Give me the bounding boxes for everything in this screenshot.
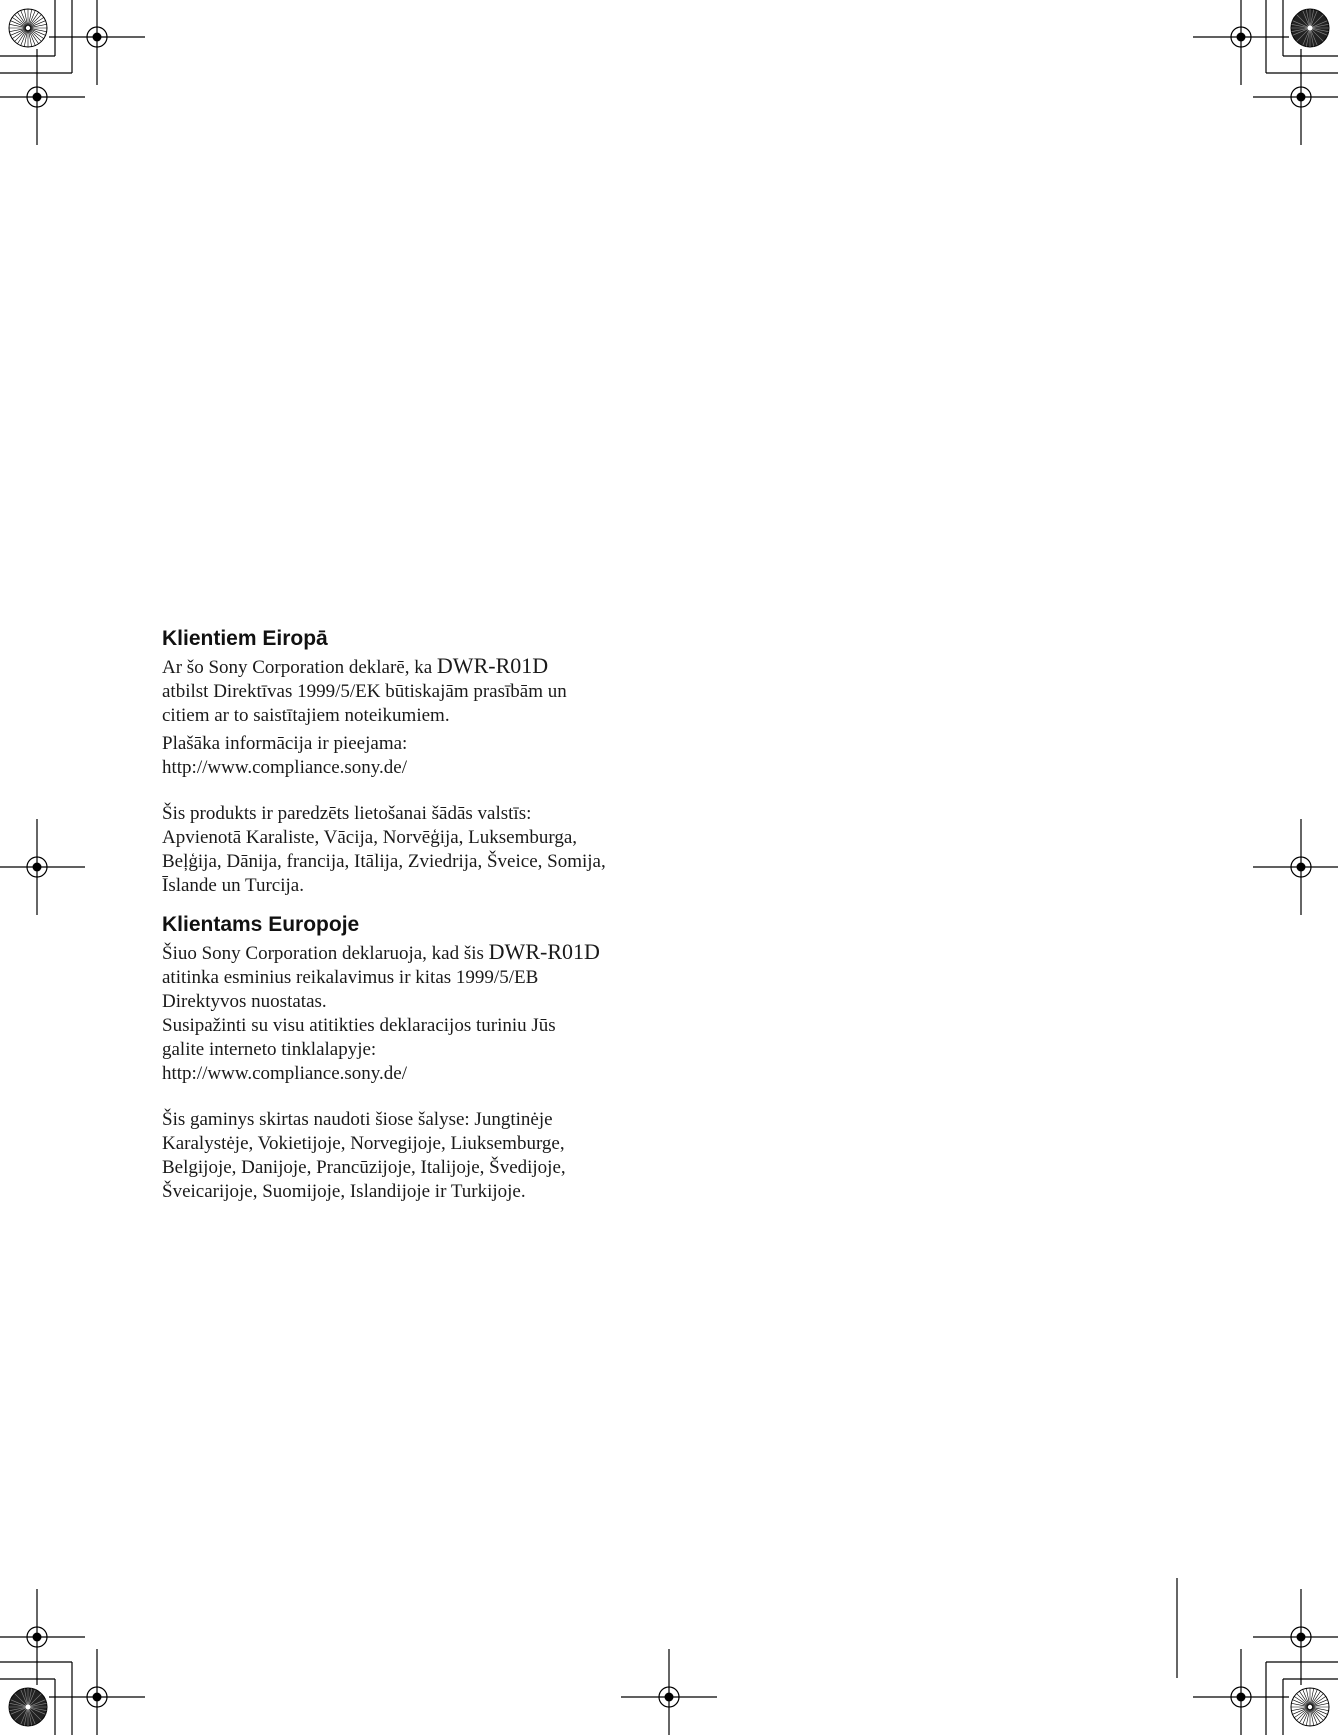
text-line: Direktyvos nuostatas.: [162, 991, 327, 1012]
text-line: Karalystėje, Vokietijoje, Norvegijoje, Liuksemburge,: [162, 1133, 565, 1154]
model-number: DWR-R01D: [488, 939, 600, 964]
section-title: Klientams Europoje: [162, 913, 360, 936]
text-line: Beļģija, Dānija, francija, Itālija, Zviedrija, Šveice, Somija,: [162, 851, 606, 872]
text-line: Īslande un Turcija.: [162, 875, 304, 896]
text-line: Šis gaminys skirtas naudoti šiose šalyse: Jungtinėje: [162, 1109, 553, 1130]
text-line: Apvienotā Karaliste, Vācija, Norvēģija, Luksemburga,: [162, 827, 578, 848]
countries-paragraph: [162, 802, 682, 898]
section-latvian: [162, 626, 682, 898]
crop-mark-bottom-left: [0, 1589, 145, 1735]
crop-mark-bottom-right: [1193, 1589, 1338, 1735]
registration-mark-right-middle: [1253, 819, 1338, 915]
crop-mark-top-right: [1193, 0, 1338, 145]
section-lithuanian: [162, 912, 682, 1204]
text-line: Ar šo Sony Corporation deklarē, ka DWR-R01D: [162, 653, 549, 678]
model-number: DWR-R01D: [436, 653, 549, 678]
text-line: Belgijoje, Danijoje, Prancūzijoje, Italijoje, Švedijoje,: [162, 1157, 566, 1178]
text-line: Šveicarijoje, Suomijoje, Islandijoje ir Turkijoje.: [162, 1181, 526, 1202]
registration-mark-left-middle: [0, 819, 85, 915]
text-line: Susipažinti su visu atitikties deklaracijos turiniu Jūs: [162, 1015, 556, 1036]
section-title: Klientiem Eiropā: [162, 627, 328, 650]
document-content: [162, 626, 682, 1204]
info-paragraph: [162, 732, 682, 780]
text-line: citiem ar to saistītajiem noteikumiem.: [162, 705, 450, 726]
declaration-paragraph: [162, 940, 682, 1014]
registration-mark-bottom-center: [621, 1649, 717, 1735]
text-line: galite interneto tinklalapyje:: [162, 1039, 377, 1060]
text-line: Šiuo Sony Corporation deklaruoja, kad šis DWR-R01D: [162, 939, 600, 964]
text-line: atbilst Direktīvas 1999/5/EK būtiskajām prasībām un: [162, 681, 567, 702]
crop-mark-top-left: [0, 0, 145, 145]
countries-paragraph: [162, 1108, 682, 1204]
text-line: Plašāka informācija ir pieejama:: [162, 733, 408, 754]
text-line: atitinka esminius reikalavimus ir kitas 1999/5/EB: [162, 967, 539, 988]
declaration-paragraph: [162, 654, 682, 728]
compliance-url: http://www.compliance.sony.de/: [162, 757, 408, 778]
compliance-url: http://www.compliance.sony.de/: [162, 1063, 408, 1084]
info-paragraph: [162, 1014, 682, 1086]
text-line: Šis produkts ir paredzēts lietošanai šādās valstīs:: [162, 803, 532, 824]
